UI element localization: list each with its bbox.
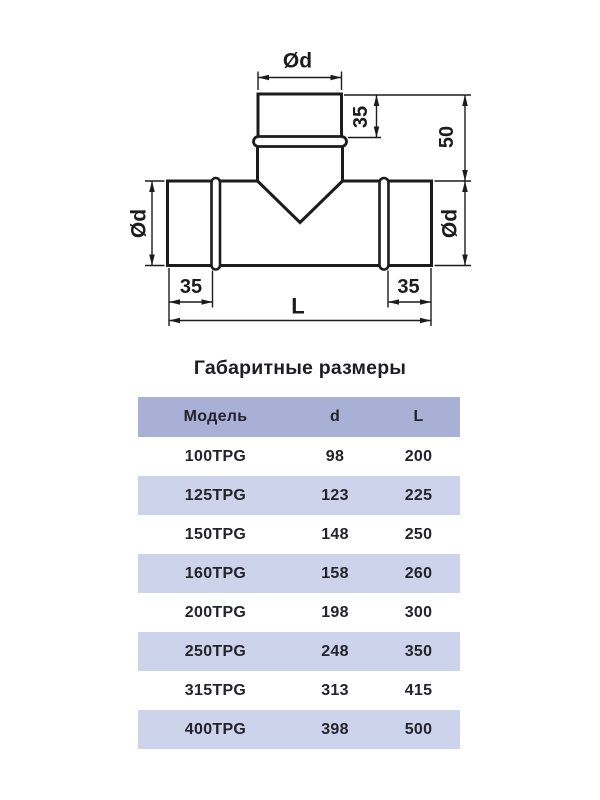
cell-d: 148 <box>321 525 349 543</box>
dim-label-left-socket-35: 35 <box>179 276 203 298</box>
cell-model: 200TPG <box>184 603 247 621</box>
table-row <box>138 632 460 671</box>
header-d: d <box>329 408 341 425</box>
branch-bead <box>254 137 347 147</box>
table-row <box>138 593 460 632</box>
cell-d: 313 <box>321 681 349 699</box>
cell-model: 160TPG <box>184 564 247 582</box>
table-row <box>138 671 460 710</box>
branch-neck <box>258 145 343 181</box>
cell-L: 225 <box>404 486 433 504</box>
cell-L: 300 <box>404 603 433 621</box>
cell-d: 248 <box>321 642 349 660</box>
cell-d: 398 <box>321 720 349 738</box>
cell-L: 415 <box>404 681 433 699</box>
cell-d: 98 <box>325 447 345 465</box>
header-model: Модель <box>183 408 248 425</box>
cell-L: 250 <box>404 525 433 543</box>
dimensions-table <box>138 397 460 749</box>
header-L: L <box>413 408 424 425</box>
cell-model: 100TPG <box>184 447 247 465</box>
branch-pipe <box>258 94 342 138</box>
cell-d: 123 <box>321 486 349 504</box>
dim-label-right-socket-35: 35 <box>397 276 420 298</box>
seam-bead-left <box>212 178 221 270</box>
table-row <box>138 554 460 593</box>
table-title: Габаритные размеры <box>193 357 407 379</box>
table-row <box>138 437 460 476</box>
cell-L: 260 <box>404 564 433 582</box>
table-row <box>138 476 460 515</box>
table-header-row <box>138 397 460 437</box>
tee-fitting-svg <box>0 0 600 345</box>
cell-L: 350 <box>404 642 433 660</box>
cell-L: 200 <box>404 447 433 465</box>
cell-model: 125TPG <box>184 486 247 504</box>
part-outline <box>168 94 432 270</box>
cell-model: 400TPG <box>184 720 247 738</box>
dim-label-top-diameter: Ød <box>282 49 313 73</box>
cell-model: 315TPG <box>184 681 247 699</box>
cell-d: 198 <box>321 603 349 621</box>
tee-fitting-technical-drawing <box>0 0 600 345</box>
dim-label-branch-height-50: 50 <box>436 125 458 149</box>
dim-label-left-diameter: Ød <box>127 208 151 239</box>
dim-label-total-length: L <box>291 293 305 319</box>
table-row <box>138 710 460 749</box>
cell-model: 150TPG <box>184 525 247 543</box>
cell-L: 500 <box>404 720 433 738</box>
seam-bead-right <box>380 178 389 270</box>
cell-d: 158 <box>321 564 349 582</box>
table-row <box>138 515 460 554</box>
dim-label-right-diameter: Ød <box>438 208 462 239</box>
dim-label-branch-socket-35: 35 <box>350 105 372 129</box>
cell-model: 250TPG <box>184 642 247 660</box>
